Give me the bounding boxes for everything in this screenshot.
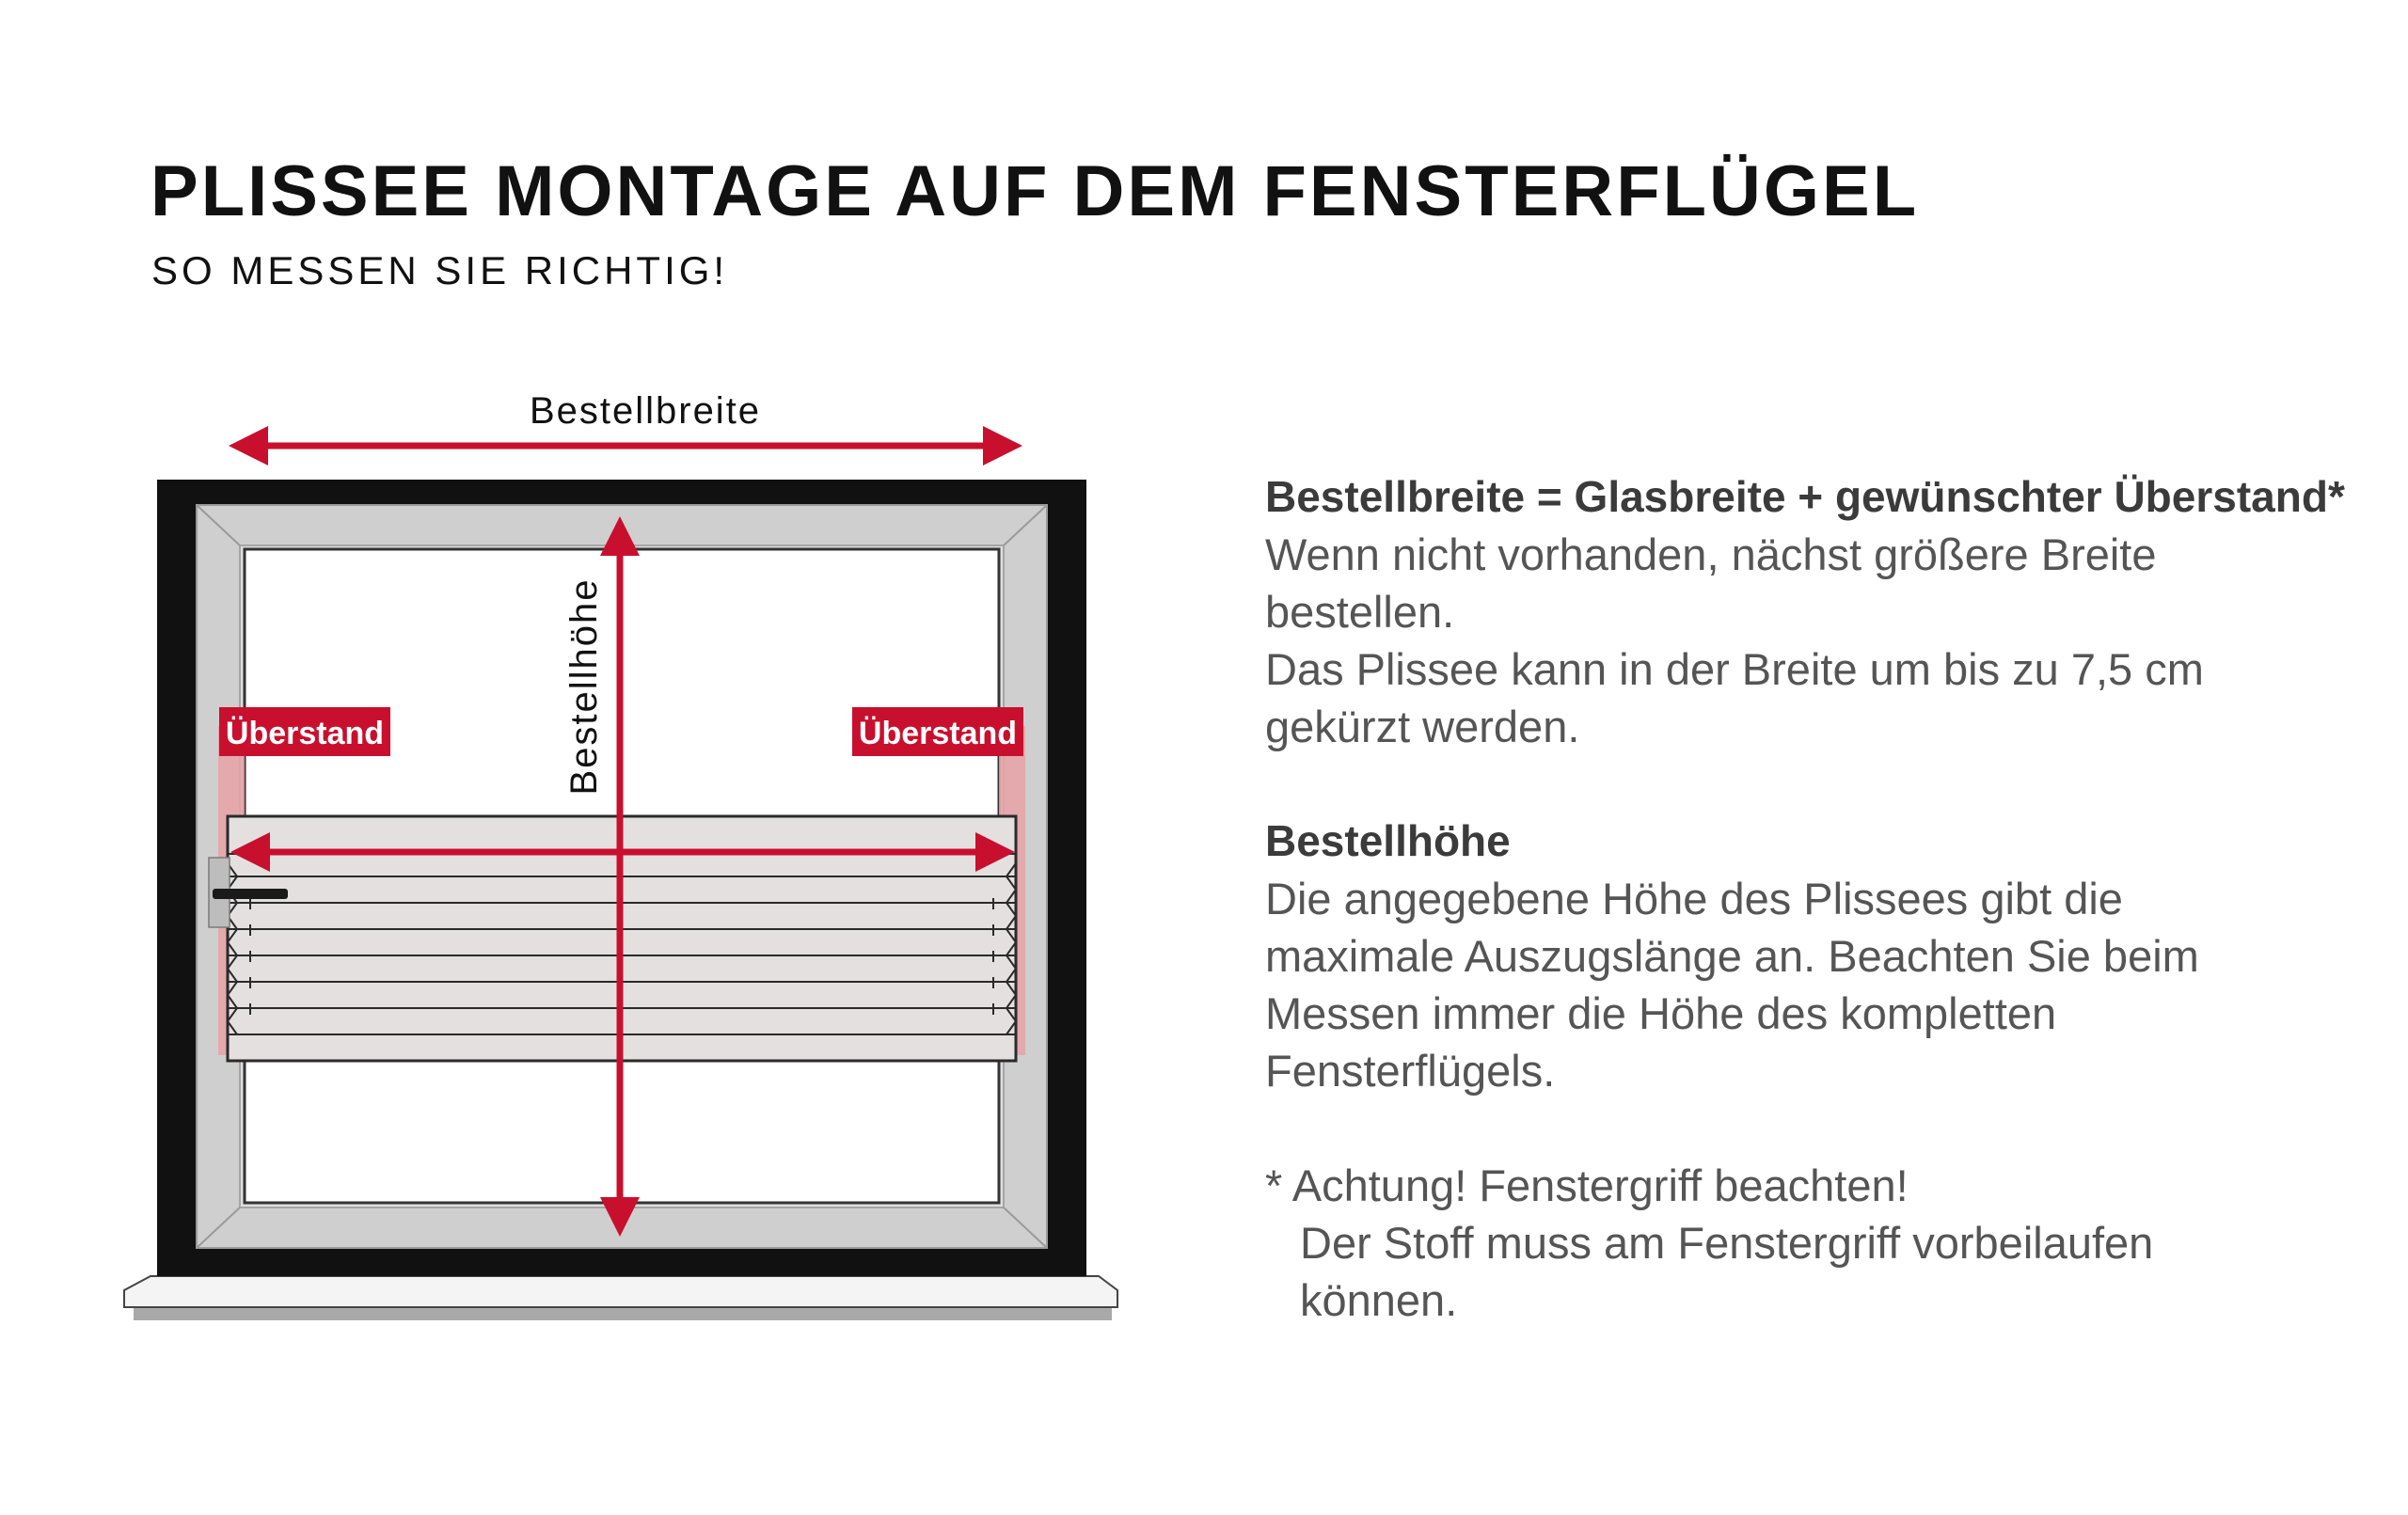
width-text-line: Das Plissee kann in der Breite um bis zu 7,5 cm [1265, 644, 2204, 694]
handle-note-heading: * Achtung! Fenstergriff beachten! [1265, 1160, 1909, 1210]
width-text-line: gekürzt werden. [1265, 702, 1580, 751]
overhang-label-left: Überstand [225, 716, 385, 751]
height-heading: Bestellhöhe [1265, 816, 1511, 865]
height-text-line: maximale Auszugslänge an. Beachten Sie beim [1265, 931, 2199, 981]
measuring-instructions [1265, 468, 2347, 1329]
handle-note-line: können. [1300, 1275, 1458, 1325]
width-text-line: Wenn nicht vorhanden, nächst größere Breite [1265, 529, 2157, 579]
spacer [1265, 1099, 2347, 1157]
order-width-label: Bestellbreite [529, 390, 762, 432]
order-height-label: Bestellhöhe [563, 577, 605, 796]
window-sill [124, 1276, 1117, 1307]
width-text-line: bestellen. [1265, 587, 1455, 637]
width-heading: Bestellbreite = Glasbreite + gewünschter Überstand* [1265, 472, 2345, 521]
handle-note-line: Der Stoff muss am Fenstergriff vorbeilaufen [1300, 1218, 2154, 1268]
spacer [1265, 755, 2347, 813]
height-text-line: Die angegebene Höhe des Plissees gibt die [1265, 874, 2123, 923]
page-title: PLISSEE MONTAGE AUF DEM FENSTERFLÜGEL [150, 151, 1920, 231]
height-text-line: Messen immer die Höhe des kompletten [1265, 988, 2057, 1038]
overhang-label-right: Überstand [858, 716, 1018, 751]
sill-shadow [134, 1307, 1112, 1320]
height-text-line: Fensterflügels. [1265, 1046, 1556, 1096]
page-subtitle: SO MESSEN SIE RICHTIG! [151, 248, 729, 292]
